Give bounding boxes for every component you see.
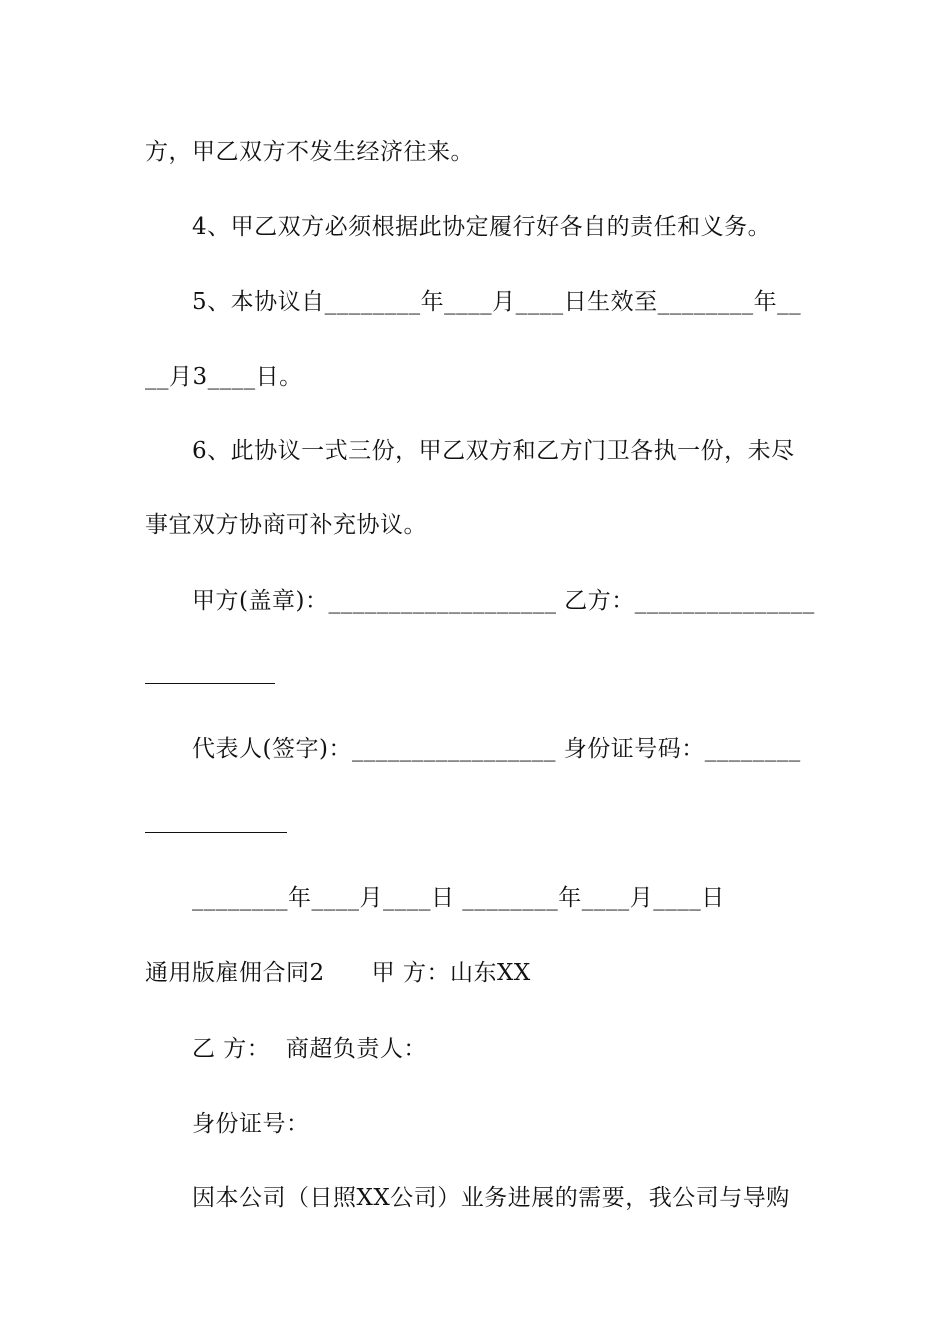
paragraph-line: 5、本协议自________年____月____日生效至________年__	[192, 289, 802, 315]
blank-underline	[145, 683, 275, 684]
blank-underline	[145, 832, 287, 833]
party-b-line: 乙 方： 商超负责人：	[192, 1036, 427, 1062]
paragraph-line: 事宜双方协商可补充协议。	[145, 512, 427, 538]
paragraph-line: 因本公司（日照XX公司）业务进展的需要，我公司与导购	[192, 1185, 790, 1211]
contract-title-line: 通用版雇佣合同2 甲 方：山东XX	[145, 960, 531, 986]
paragraph-line: 方，甲乙双方不发生经济往来。	[145, 139, 474, 165]
signature-line-party-a: 甲方(盖章)：___________________ 乙方：_______________	[192, 588, 815, 614]
id-number-line: 身份证号：	[192, 1111, 310, 1137]
signature-line-representative: 代表人(签字)：_________________ 身份证号码：________	[192, 736, 801, 762]
paragraph-line: __月3____日。	[145, 364, 303, 390]
paragraph-line: 6、此协议一式三份，甲乙双方和乙方门卫各执一份，未尽	[192, 438, 795, 464]
date-line: ________年____月____日 ________年____月____日	[192, 885, 725, 911]
paragraph-line: 4、甲乙双方必须根据此协定履行好各自的责任和义务。	[192, 214, 772, 240]
